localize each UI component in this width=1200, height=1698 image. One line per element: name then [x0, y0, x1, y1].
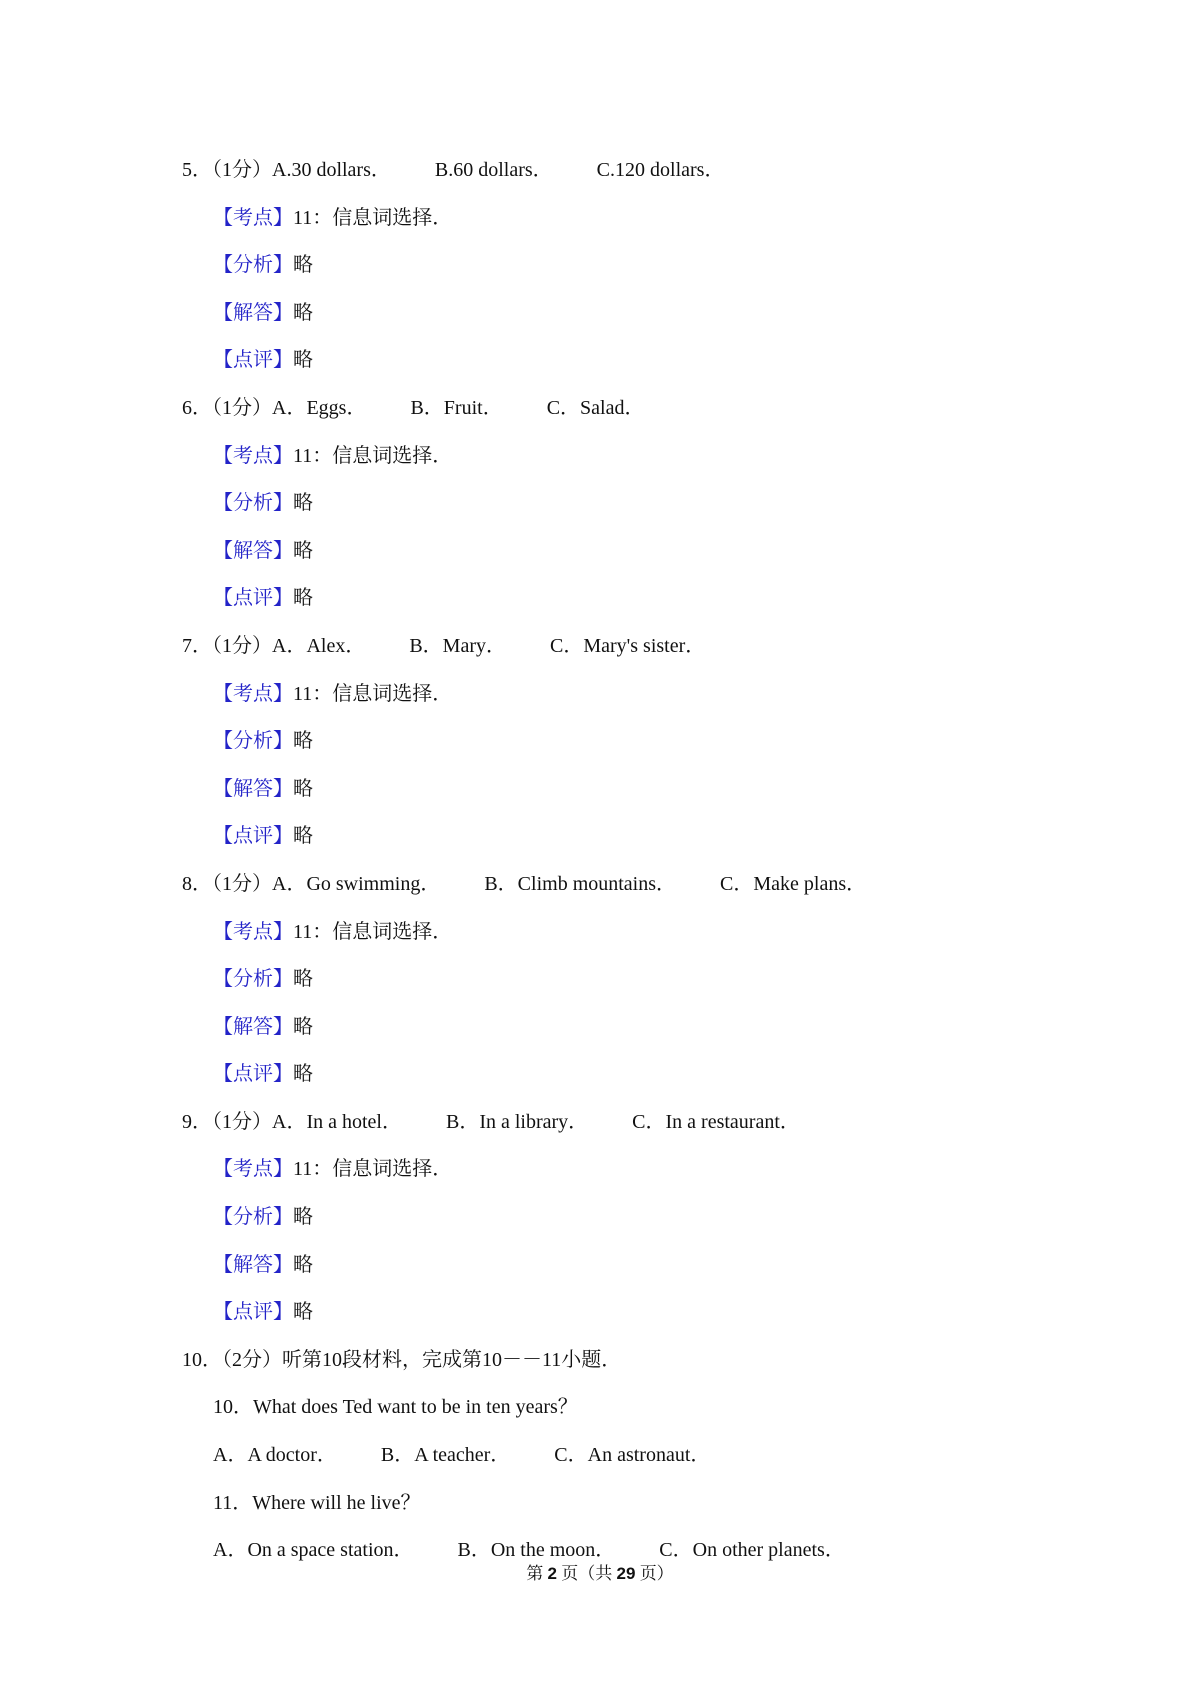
note-text: 略 [293, 492, 313, 515]
page-footer [0, 1562, 1200, 1586]
note-dianping [182, 1289, 1142, 1337]
note-jieda [182, 1004, 1142, 1052]
note-jieda [182, 766, 1142, 814]
note-tag: 【解答】 [213, 1015, 293, 1038]
note-text: 略 [293, 777, 313, 800]
note-text: 略 [293, 1015, 313, 1038]
note-kaodian [182, 195, 1142, 243]
note-text: 略 [293, 968, 313, 991]
question-stem: 8．（1分） [182, 872, 272, 895]
option-b: B．A teacher． [380, 1444, 511, 1467]
note-text: 11：信息词选择． [293, 444, 453, 467]
note-tag: 【点评】 [213, 349, 293, 372]
note-dianping [182, 575, 1142, 623]
question-stem: 5．（1分） [182, 159, 272, 181]
note-fenxi [182, 956, 1142, 1004]
note-tag: 【分析】 [213, 968, 293, 991]
note-tag: 【解答】 [213, 539, 293, 562]
note-jieda [182, 528, 1142, 576]
option-c: C．On other planets． [659, 1539, 845, 1562]
note-kaodian [182, 671, 1142, 719]
option-c: C．In a restaurant． [632, 1110, 800, 1133]
note-text: 略 [293, 301, 313, 324]
note-text: 略 [293, 254, 313, 277]
note-text: 略 [293, 1206, 313, 1229]
question-stem: 7．（1分） [182, 634, 272, 657]
note-tag: 【考点】 [213, 1158, 293, 1181]
note-text: 略 [293, 1063, 313, 1086]
note-tag: 【点评】 [213, 825, 293, 848]
note-tag: 【解答】 [213, 1253, 293, 1276]
option-c: C.120 dollars． [596, 159, 725, 181]
footer-total-pages: 29 [616, 1564, 636, 1583]
sub-question-11: 11．Where will he live？ [213, 1491, 421, 1514]
note-tag: 【分析】 [213, 254, 293, 277]
option-a: A．A doctor． [213, 1444, 337, 1467]
note-tag: 【考点】 [213, 444, 293, 467]
page-content [182, 147, 1142, 1575]
note-text: 略 [293, 587, 313, 610]
option-a: A．Eggs． [272, 396, 367, 419]
note-tag: 【解答】 [213, 301, 293, 324]
note-tag: 【考点】 [213, 682, 293, 705]
note-dianping [182, 337, 1142, 385]
note-tag: 【分析】 [213, 1206, 293, 1229]
question-stem: 9．（1分） [182, 1110, 272, 1133]
note-text: 11：信息词选择． [293, 206, 453, 229]
option-b: B.60 dollars． [434, 159, 553, 181]
option-a: A．Go swimming． [272, 872, 441, 895]
note-text: 略 [293, 539, 313, 562]
note-tag: 【考点】 [213, 206, 293, 229]
option-a: A．On a space station． [213, 1539, 414, 1562]
option-b: B．Mary． [409, 634, 506, 657]
note-kaodian [182, 1146, 1142, 1194]
option-b: B．Fruit． [410, 396, 503, 419]
footer-suffix: 页） [635, 1564, 674, 1583]
option-b: B．On the moon． [457, 1539, 616, 1562]
note-tag: 【考点】 [213, 920, 293, 943]
option-a: A.30 dollars． [272, 159, 391, 181]
note-kaodian [182, 909, 1142, 957]
note-dianping [182, 1051, 1142, 1099]
note-tag: 【解答】 [213, 777, 293, 800]
note-jieda [182, 290, 1142, 338]
note-text: 略 [293, 730, 313, 753]
note-text: 略 [293, 825, 313, 848]
option-c: C．Mary's sister． [550, 634, 706, 657]
note-text: 略 [293, 1253, 313, 1276]
sub-question-10: 10．What does Ted want to be in ten years？ [213, 1396, 578, 1419]
note-fenxi [182, 242, 1142, 290]
option-a: A．Alex． [272, 634, 366, 657]
question-stem: 6．（1分） [182, 396, 272, 419]
footer-page-number: 2 [547, 1564, 558, 1583]
note-fenxi [182, 480, 1142, 528]
question-6 [182, 385, 1142, 433]
footer-middle: 页（共 [557, 1564, 617, 1583]
note-text: 11：信息词选择． [293, 920, 453, 943]
question-7 [182, 623, 1142, 671]
note-fenxi [182, 1194, 1142, 1242]
question-5 [182, 147, 1142, 195]
note-dianping [182, 813, 1142, 861]
option-a: A．In a hotel． [272, 1110, 402, 1133]
question-8 [182, 861, 1142, 909]
option-b: B．In a library． [445, 1110, 589, 1133]
note-tag: 【分析】 [213, 492, 293, 515]
note-tag: 【点评】 [213, 1301, 293, 1324]
note-text: 略 [293, 349, 313, 372]
sub-question-10-options [182, 1432, 1142, 1480]
question-9 [182, 1099, 1142, 1147]
option-c: C．Salad． [546, 396, 645, 419]
option-b: B．Climb mountains． [484, 872, 677, 895]
question-10-stem: 10．（2分）听第10段材料，完成第10－－11小题． [182, 1348, 622, 1371]
note-tag: 【分析】 [213, 730, 293, 753]
note-jieda [182, 1242, 1142, 1290]
note-text: 略 [293, 1301, 313, 1324]
note-kaodian [182, 433, 1142, 481]
note-text: 11：信息词选择． [293, 682, 453, 705]
option-c: C．An astronaut． [554, 1444, 711, 1467]
note-text: 11：信息词选择． [293, 1158, 453, 1181]
note-tag: 【点评】 [213, 587, 293, 610]
note-tag: 【点评】 [213, 1063, 293, 1086]
note-fenxi [182, 718, 1142, 766]
footer-prefix: 第 [526, 1564, 548, 1583]
option-c: C．Make plans． [720, 872, 867, 895]
